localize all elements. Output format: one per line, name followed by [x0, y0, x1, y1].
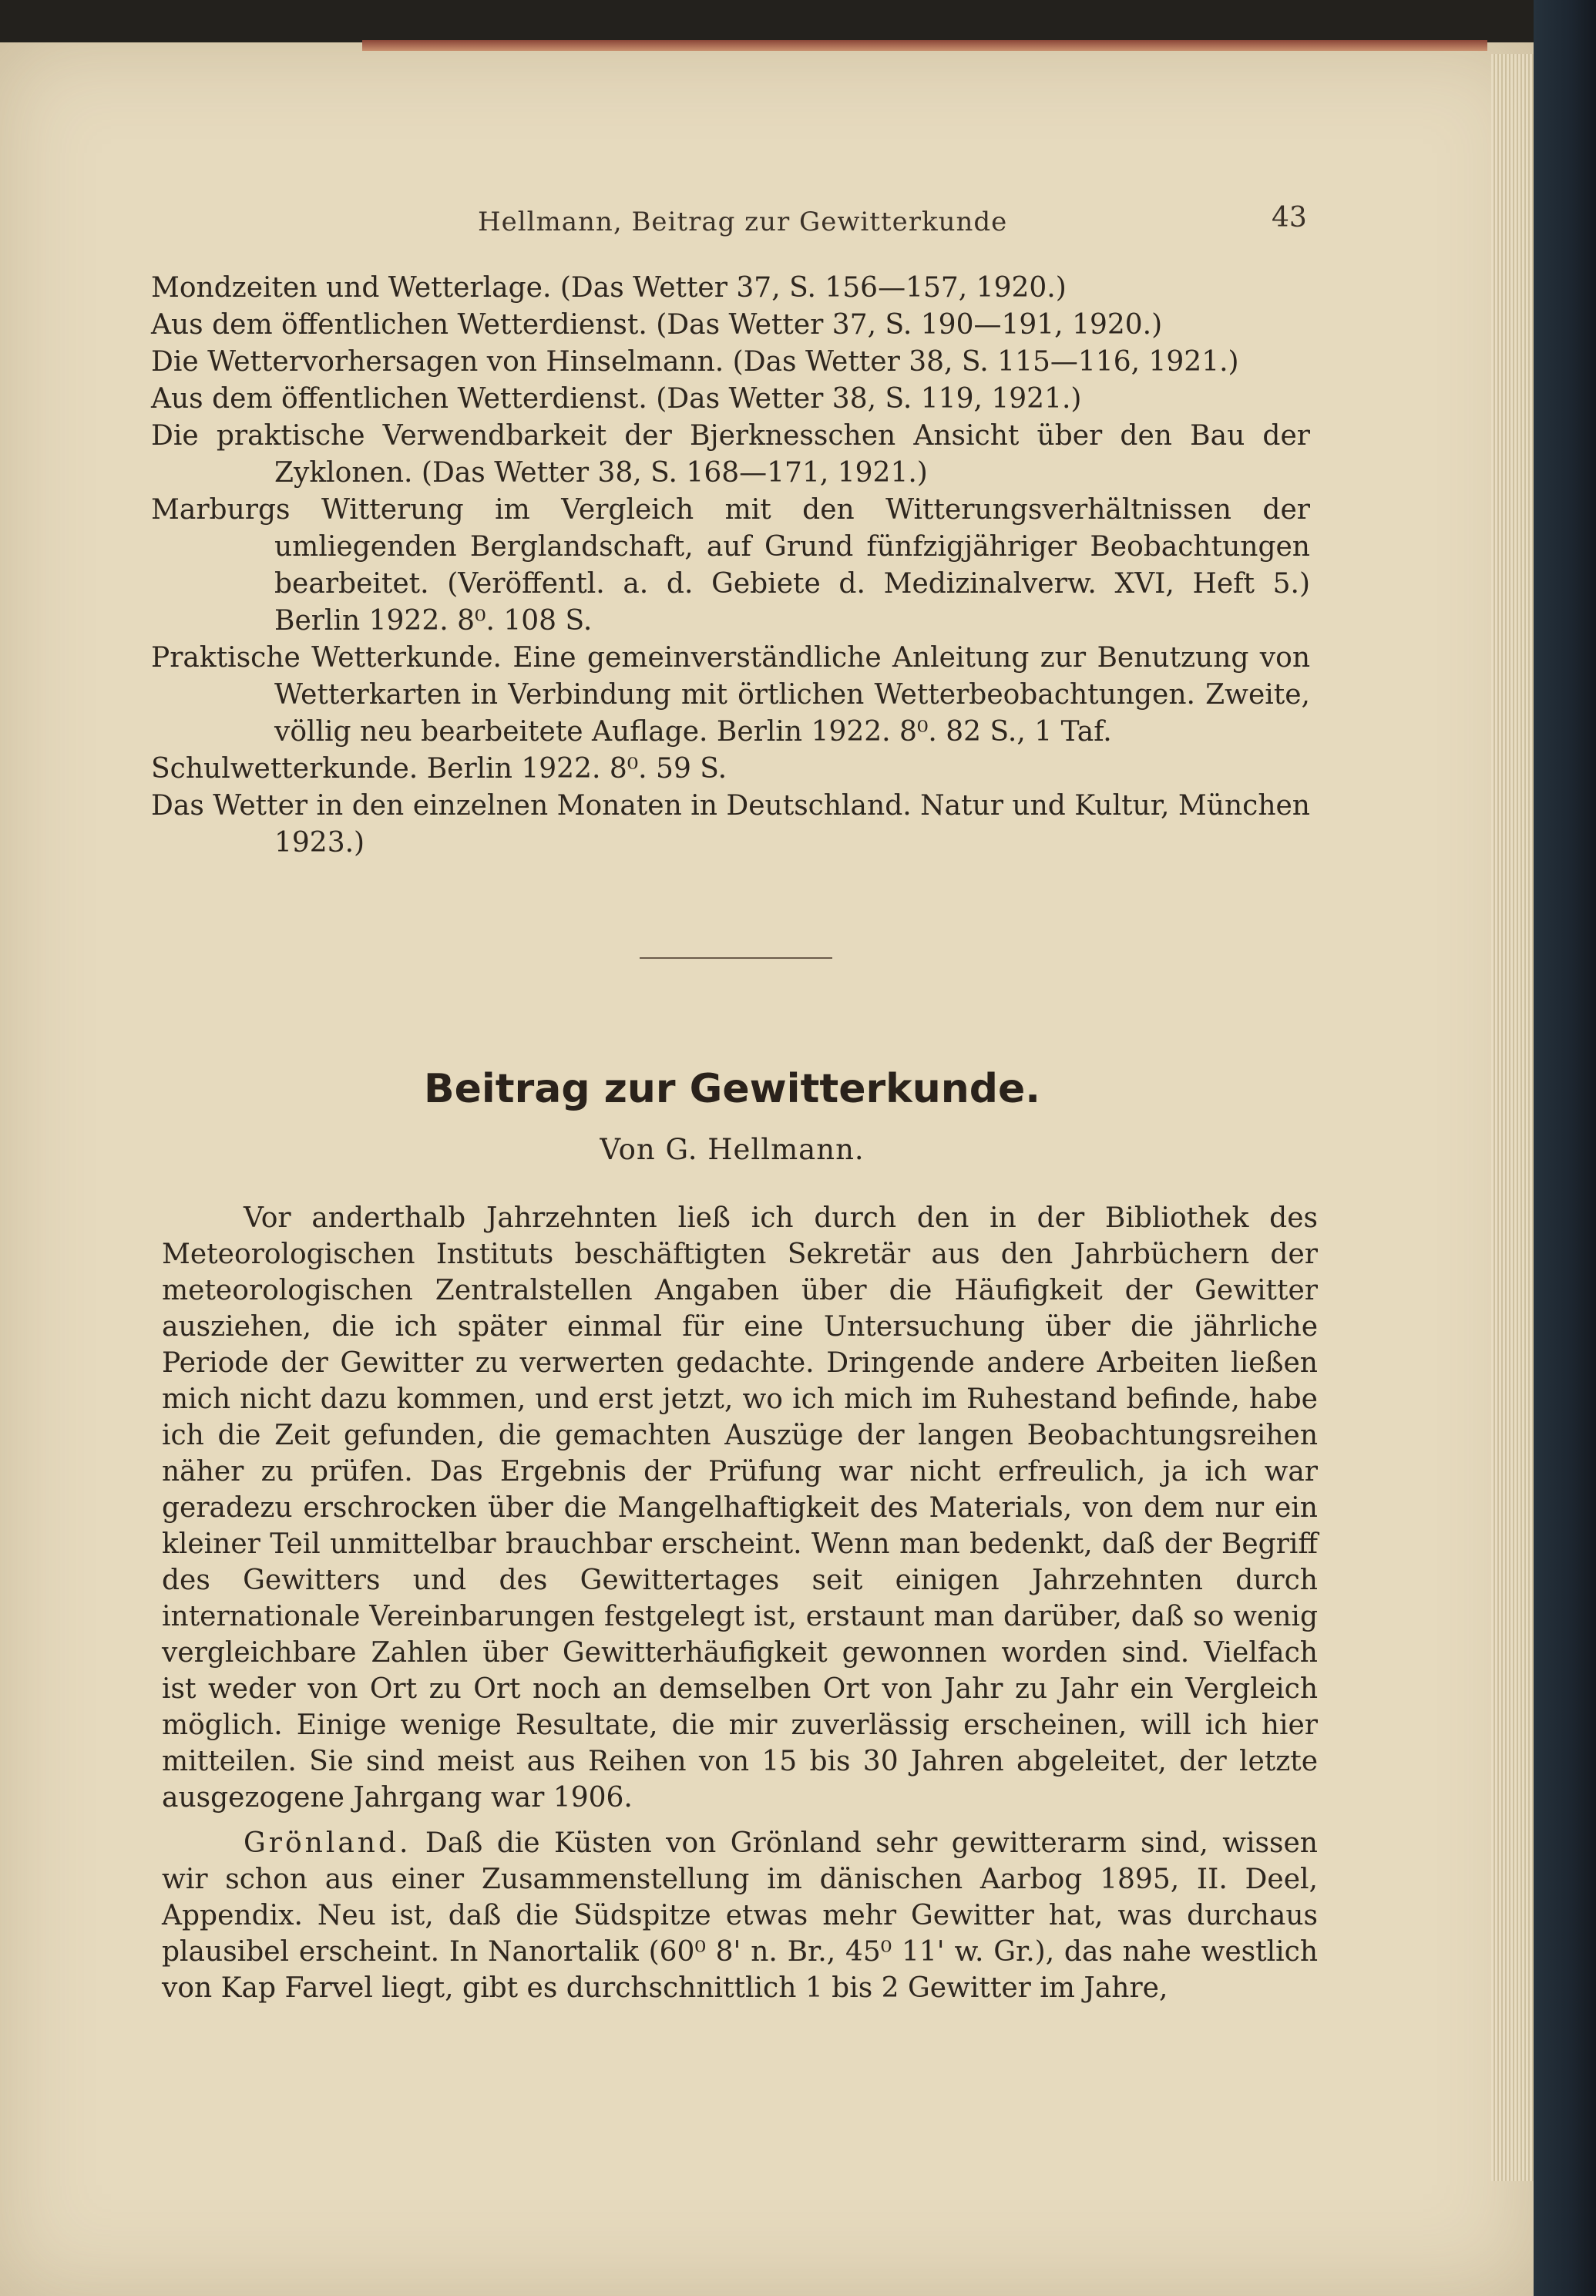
bibliography-entry: Aus dem öffentlichen Wetterdienst. (Das Wetter 37, S. 190—191, 1920.) [151, 309, 1163, 341]
paragraph-1: Vor anderthalb Jahrzehnten ließ ich durch den in der Bibliothek des Meteorologischen Instituts beschäftigten Sekretär aus den Jahrbüchern der meteorologischen Zentralstellen Angaben über die Häufigkeit der Gewitter ausziehen, die ich später einmal für eine Untersuchung über die jährliche Periode der Gewitter zu verwerten gedachte. Dringende andere Arbeiten ließen mich nicht dazu kommen, und erst jetzt, wo ich mich im Ruhestand befinde, habe ich die Zeit gefunden, die gemachten Auszüge der langen Beobachtungsreihen näher zu prüfen. Das Ergebnis der Prüfung war nicht erfreulich, ja ich war geradezu erschrocken über die Mangelhaftigkeit des Materials, von dem nur ein kleiner Teil unmittelbar brauchbar erscheint. Wenn man bedenkt, daß der Begriff des Gewitters und des Gewittertages seit einigen Jahrzehnten durch internationale Vereinbarungen festgelegt ist, erstaunt man darüber, daß so wenig vergleichbare Zahlen über Gewitterhäufigkeit gewonnen worden sind. Vielfach ist weder von Ort zu Ort noch an demselben Ort von Jahr zu Jahr ein Vergleich möglich. Einige wenige Resultate, die mir zuverlässig erscheinen, will ich hier mitteilen. Sie sind meist aus Reihen von 15 bis 30 Jahren abgeleitet, der letzte ausgezogene Jahrgang war 1906. [162, 1202, 1318, 1814]
bibliography-entry: Marburgs Witterung im Vergleich mit den Witterungsverhältnissen der umliegenden Berglandschaft, auf Grund fünfzigjähriger Beobachtungen bearbeitet. (Veröffentl. a. d. Gebiete d. Medizinalverw. XVI, Heft 5.) Berlin 1922. 8⁰. 108 S. [151, 494, 1310, 637]
bibliography-entry: Die praktische Verwendbarkeit der Bjerknesschen Ansicht über den Bau der Zyklonen. (Das Wetter 38, S. 168—171, 1921.) [151, 420, 1310, 489]
bibliography-entry: Das Wetter in den einzelnen Monaten in Deutschland. Natur und Kultur, München 1923.) [151, 790, 1310, 859]
book-cover-spine [1534, 0, 1596, 2296]
paragraph-2-text: Daß die Küsten von Grönland sehr gewitterarm sind, wissen wir schon aus einer Zusammenstellung im dänischen Aarbog 1895, II. Deel, Appendix. Neu ist, daß die Südspitze etwas mehr Gewitter hat, was durchaus plausibel erscheint. In Nanortalik (60⁰ 8' n. Br., 45⁰ 11' w. Gr.), das nahe westlich von Kap Farvel liegt, gibt es durchschnittlich 1 bis 2 Gewitter im Jahre, [162, 1827, 1318, 2004]
bibliography-entry: Die Wettervorhersagen von Hinselmann. (Das Wetter 38, S. 115—116, 1921.) [151, 346, 1239, 378]
bibliography-entry: Praktische Wetterkunde. Eine gemeinverständliche Anleitung zur Benutzung von Wetterkarten in Verbindung mit örtlichen Wetterbeobachtungen. Zweite, völlig neu bearbeitete Auflage. Berlin 1922. 8⁰. 82 S., 1 Taf. [151, 642, 1310, 748]
page-top-edge [362, 40, 1487, 51]
book-cover-top [0, 0, 1596, 42]
bibliography-entry: Schulwetterkunde. Berlin 1922. 8⁰. 59 S. [151, 753, 727, 785]
bibliography-entry: Aus dem öffentlichen Wetterdienst. (Das Wetter 38, S. 119, 1921.) [151, 383, 1082, 415]
section-divider [640, 957, 832, 959]
page-number: 43 [1272, 202, 1307, 234]
page-stack-edges [1491, 54, 1534, 2181]
paragraph-2 [162, 1825, 1318, 2006]
section-lead: Grönland. [244, 1827, 412, 1859]
article-title: Beitrag zur Gewitterkunde. [424, 1066, 1040, 1112]
article-byline: Von G. Hellmann. [600, 1133, 865, 1166]
article-body [162, 1200, 1318, 2015]
bibliography-list [151, 270, 1310, 862]
running-title: Hellmann, Beitrag zur Gewitterkunde [478, 207, 1008, 237]
bibliography-entry: Mondzeiten und Wetterlage. (Das Wetter 37, S. 156—157, 1920.) [151, 272, 1067, 304]
